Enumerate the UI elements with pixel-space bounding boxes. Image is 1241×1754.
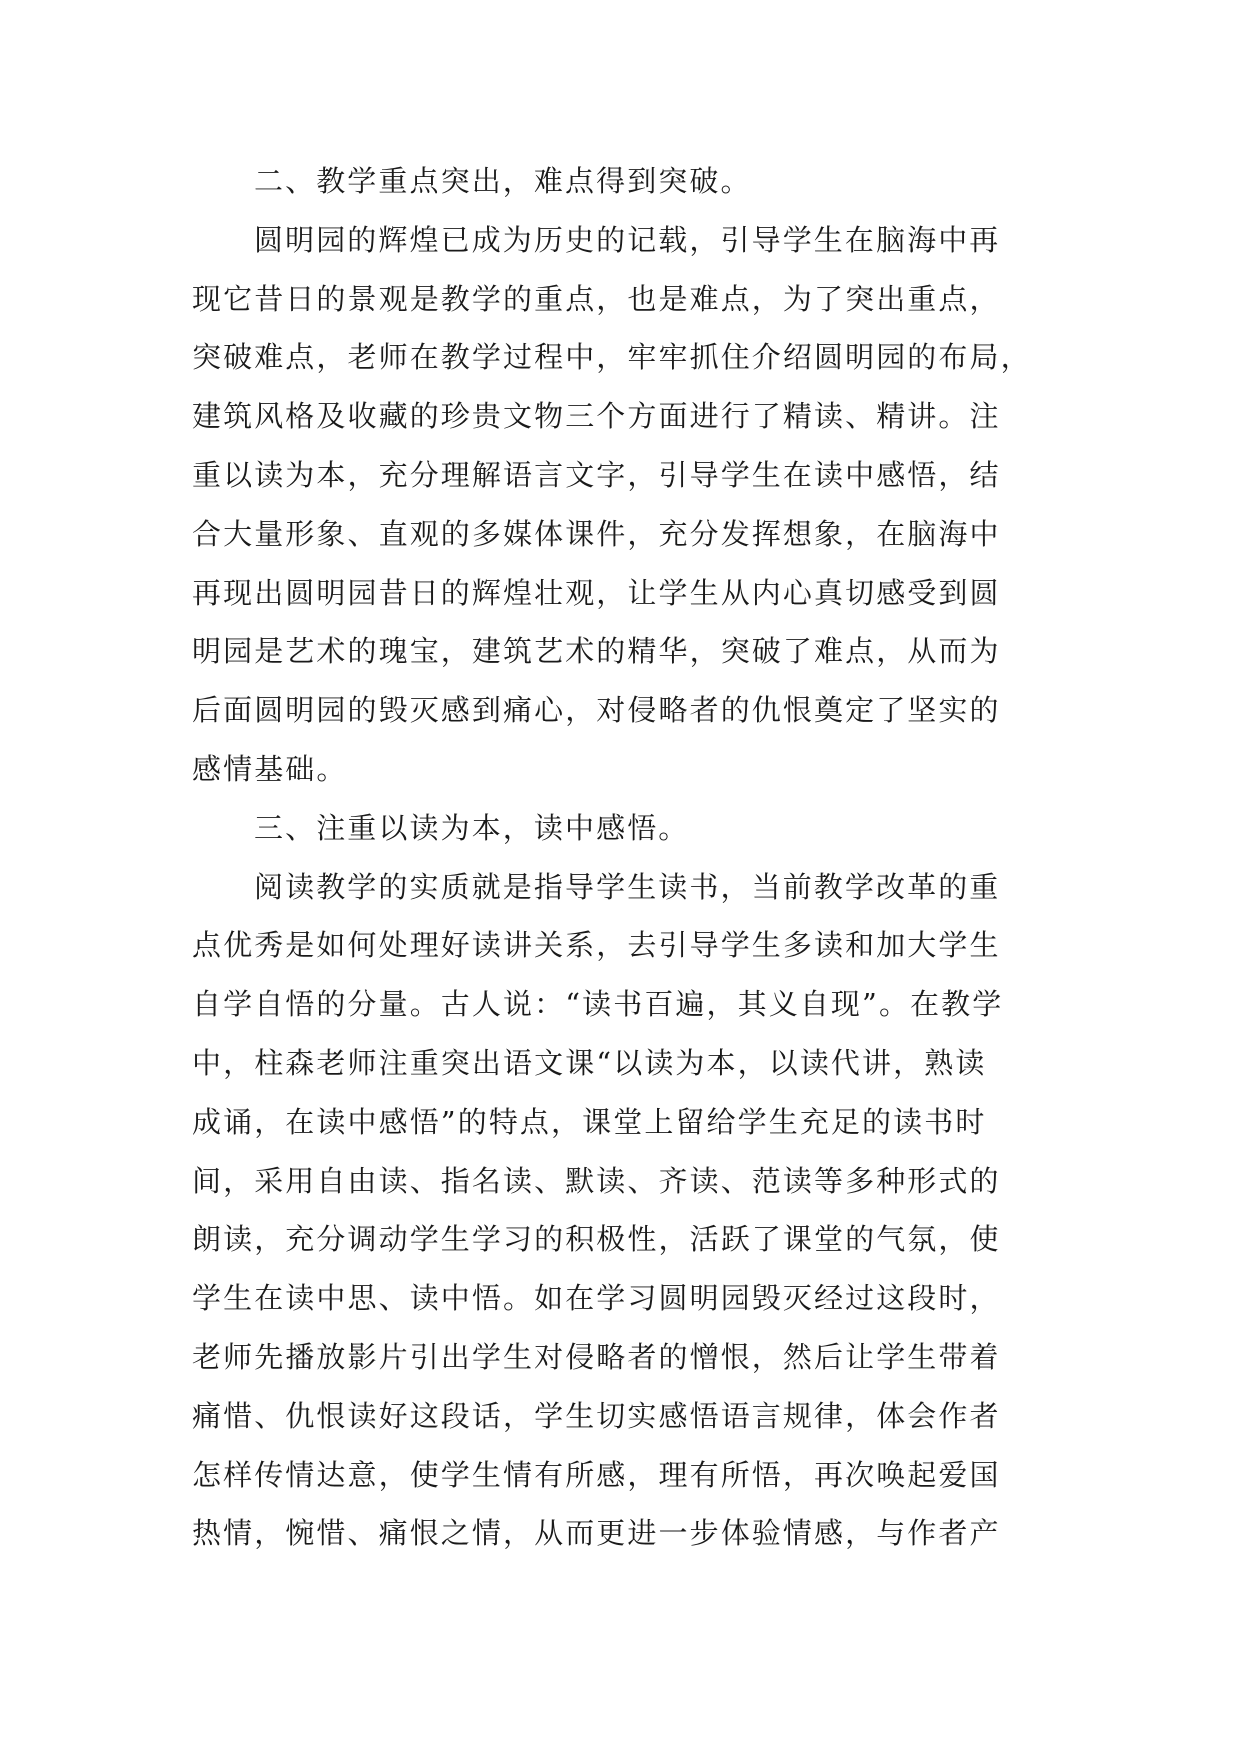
paragraph-line: 朗读，充分调动学生学习的积极性，活跃了课堂的气氛，使	[192, 1222, 1001, 1257]
paragraph-line: 点优秀是如何处理好读讲关系，去引导学生多读和加大学生	[192, 928, 1001, 963]
paragraph-line: 再现出圆明园昔日的辉煌壮观，让学生从内心真切感受到圆	[192, 575, 1001, 610]
section-heading-three: 三、注重以读为本，读中感悟。	[254, 810, 690, 845]
paragraph-line: 重以读为本，充分理解语言文字，引导学生在读中感悟，结	[192, 457, 1001, 492]
paragraph-line: 感情基础。	[192, 751, 348, 786]
section-heading-two: 二、教学重点突出，难点得到突破。	[254, 164, 752, 198]
paragraph-line: 现它昔日的景观是教学的重点，也是难点，为了突出重点，	[192, 281, 1001, 316]
paragraph-line: 建筑风格及收藏的珍贵文物三个方面进行了精读、精讲。注	[192, 399, 1001, 434]
paragraph-line: 怎样传情达意，使学生情有所感，理有所悟，再次唤起爱国	[192, 1457, 1001, 1492]
document-body	[192, 152, 1068, 1563]
paragraph-line: 突破难点，老师在教学过程中，牢牢抓住介绍圆明园的布局，	[192, 340, 1032, 375]
paragraph-line: 热情，惋惜、痛恨之情，从而更进一步体验情感，与作者产	[192, 1516, 1001, 1551]
paragraph-line: 后面圆明园的毁灭感到痛心，对侵略者的仇恨奠定了坚实的	[192, 693, 1001, 728]
paragraph-line: 自学自悟的分量。古人说：“读书百遍，其义自现”。在教学	[192, 987, 1004, 1022]
paragraph-line: 间，采用自由读、指名读、默读、齐读、范读等多种形式的	[192, 1163, 1001, 1198]
paragraph-line: 明园是艺术的瑰宝，建筑艺术的精华，突破了难点，从而为	[192, 634, 1001, 669]
paragraph-line: 阅读教学的实质就是指导学生读书，当前教学改革的重	[254, 869, 1001, 904]
paragraph-line: 学生在读中思、读中悟。如在学习圆明园毁灭经过这段时，	[192, 1281, 1001, 1316]
paragraph-line: 成诵，在读中感悟”的特点，课堂上留给学生充足的读书时	[192, 1104, 987, 1139]
paragraph-line: 痛惜、仇恨读好这段话，学生切实感悟语言规律，体会作者	[192, 1398, 1001, 1433]
paragraph-line: 中，柱森老师注重突出语文课“以读为本，以读代讲，熟读	[192, 1045, 987, 1080]
paragraph-line: 合大量形象、直观的多媒体课件，充分发挥想象，在脑海中	[192, 516, 1001, 551]
paragraph-line: 老师先播放影片引出学生对侵略者的憎恨，然后让学生带着	[192, 1339, 1001, 1374]
paragraph-line: 圆明园的辉煌已成为历史的记载，引导学生在脑海中再	[254, 222, 1001, 257]
